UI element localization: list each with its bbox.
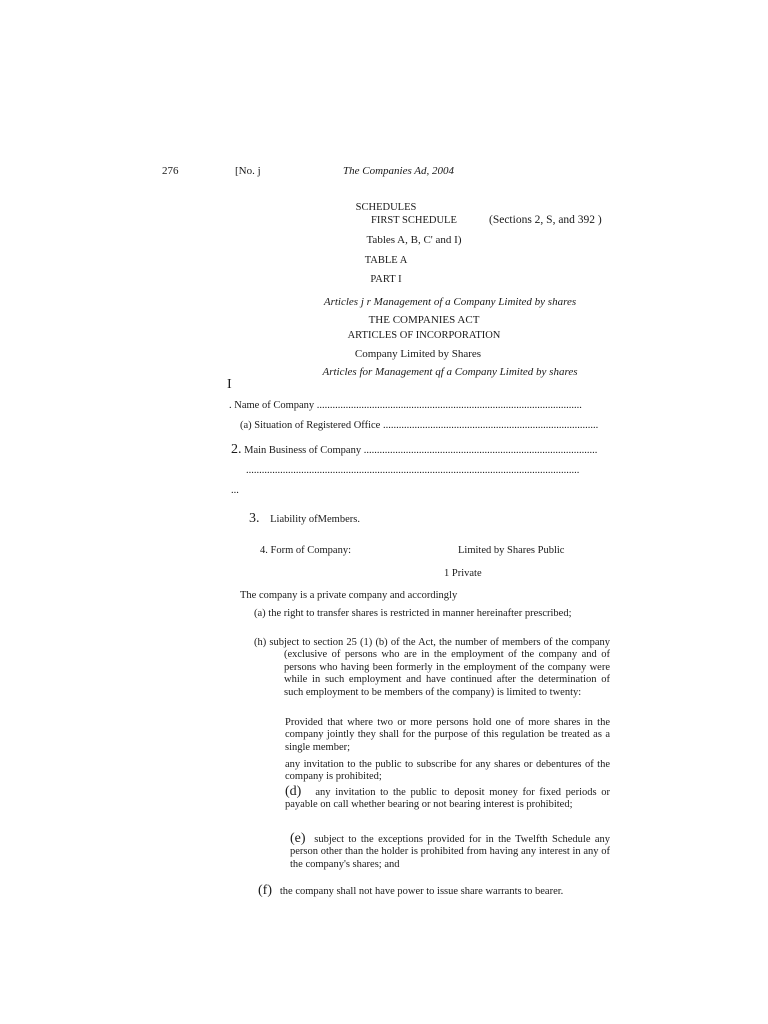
business-blank-line: ............................................................................................................................... (246, 465, 580, 476)
company-name-label: . Name of Company (229, 400, 317, 411)
private-option: 1 Private (444, 568, 482, 579)
schedules-heading: SCHEDULES (355, 202, 417, 213)
clause-e (290, 833, 610, 871)
proviso-paragraph: Provided that where two or more persons hold one of more shares in the company jointly they shall for the purpose of this regulation be treated as a single member; (285, 717, 610, 753)
intro-paragraph: The company is a private company and accordingly (240, 590, 458, 601)
liability-line (249, 511, 360, 527)
articles-caption: Articles j r Management of a Company Limited by shares (323, 296, 577, 308)
company-name-dots: ..................................................................................................... (316, 400, 582, 411)
liability-number: 3. (249, 511, 260, 526)
clause-f (258, 885, 610, 898)
running-title: The Companies Ad, 2004 (343, 165, 455, 177)
clause-b: (h) subject to section 25 (1) (b) of the Act, the number of members of the company (exclusive of persons who are in the employment of the company and of persons who having been formerly in the employment of the company were while in such employment and have continued after the determination of such employment to be members of the company) is limited to twenty: (254, 637, 610, 698)
form-of-company-label: 4. Form of Company: (260, 545, 351, 556)
clause-f-text: the company shall not have power to issue share warrants to bearer. (279, 886, 564, 897)
sections-reference: (Sections 2, S, and 392 ) (489, 214, 602, 226)
main-business-dots: ......................................................................................... (363, 445, 598, 456)
clause-d-text: any invitation to the public to deposit money for fixed periods or payable on call whether bearing or not bearing interest is prohibited; (285, 787, 610, 811)
clause-d (285, 786, 610, 812)
articles-of-incorporation-heading: ARTICLES OF INCORPORATION (347, 330, 501, 341)
table-a-heading: TABLE A (364, 255, 408, 266)
page-number: 276 (162, 165, 179, 177)
registered-office-dots: .................................................................................. (382, 420, 599, 431)
clause-e-text: subject to the exceptions provided for in the Twelfth Schedule any person other than the holder is prohibited from having any interest in any of the company's shares; and (290, 834, 610, 870)
clause-e-label: (e) (290, 831, 306, 846)
tables-heading: Tables A, B, C' and I) (366, 234, 462, 246)
section-marker: I (227, 377, 232, 392)
act-heading: THE COMPANIES ACT (368, 314, 480, 326)
registered-office-line (240, 420, 598, 432)
clause-c: any invitation to the public to subscribe for any shares or debentures of the company is prohibited; (285, 759, 610, 783)
clause-a: (a) the right to transfer shares is restricted in manner hereinafter prescribed; (254, 608, 572, 619)
first-schedule-heading: FIRST SCHEDULE (371, 215, 457, 226)
company-limited-heading: Company Limited by Shares (354, 348, 482, 360)
main-business-label: Main Business of Company (241, 445, 364, 456)
main-business-line (231, 442, 597, 458)
liability-label: Liability ofMembers. (270, 514, 360, 525)
registered-office-label: (a) Situation of Registered Office (240, 420, 383, 431)
part-heading: PART I (370, 274, 402, 285)
issue-number: [No. j (235, 165, 261, 177)
main-business-number: 2. (231, 442, 242, 457)
clause-f-label: (f) (258, 883, 272, 898)
business-short-dots: ... (231, 485, 239, 496)
articles-caption-2: Articles for Management qf a Company Limited by shares (322, 366, 578, 378)
company-name-line (229, 400, 582, 412)
form-of-company-value: Limited by Shares Public (458, 545, 565, 556)
clause-d-label: (d) (285, 784, 302, 799)
